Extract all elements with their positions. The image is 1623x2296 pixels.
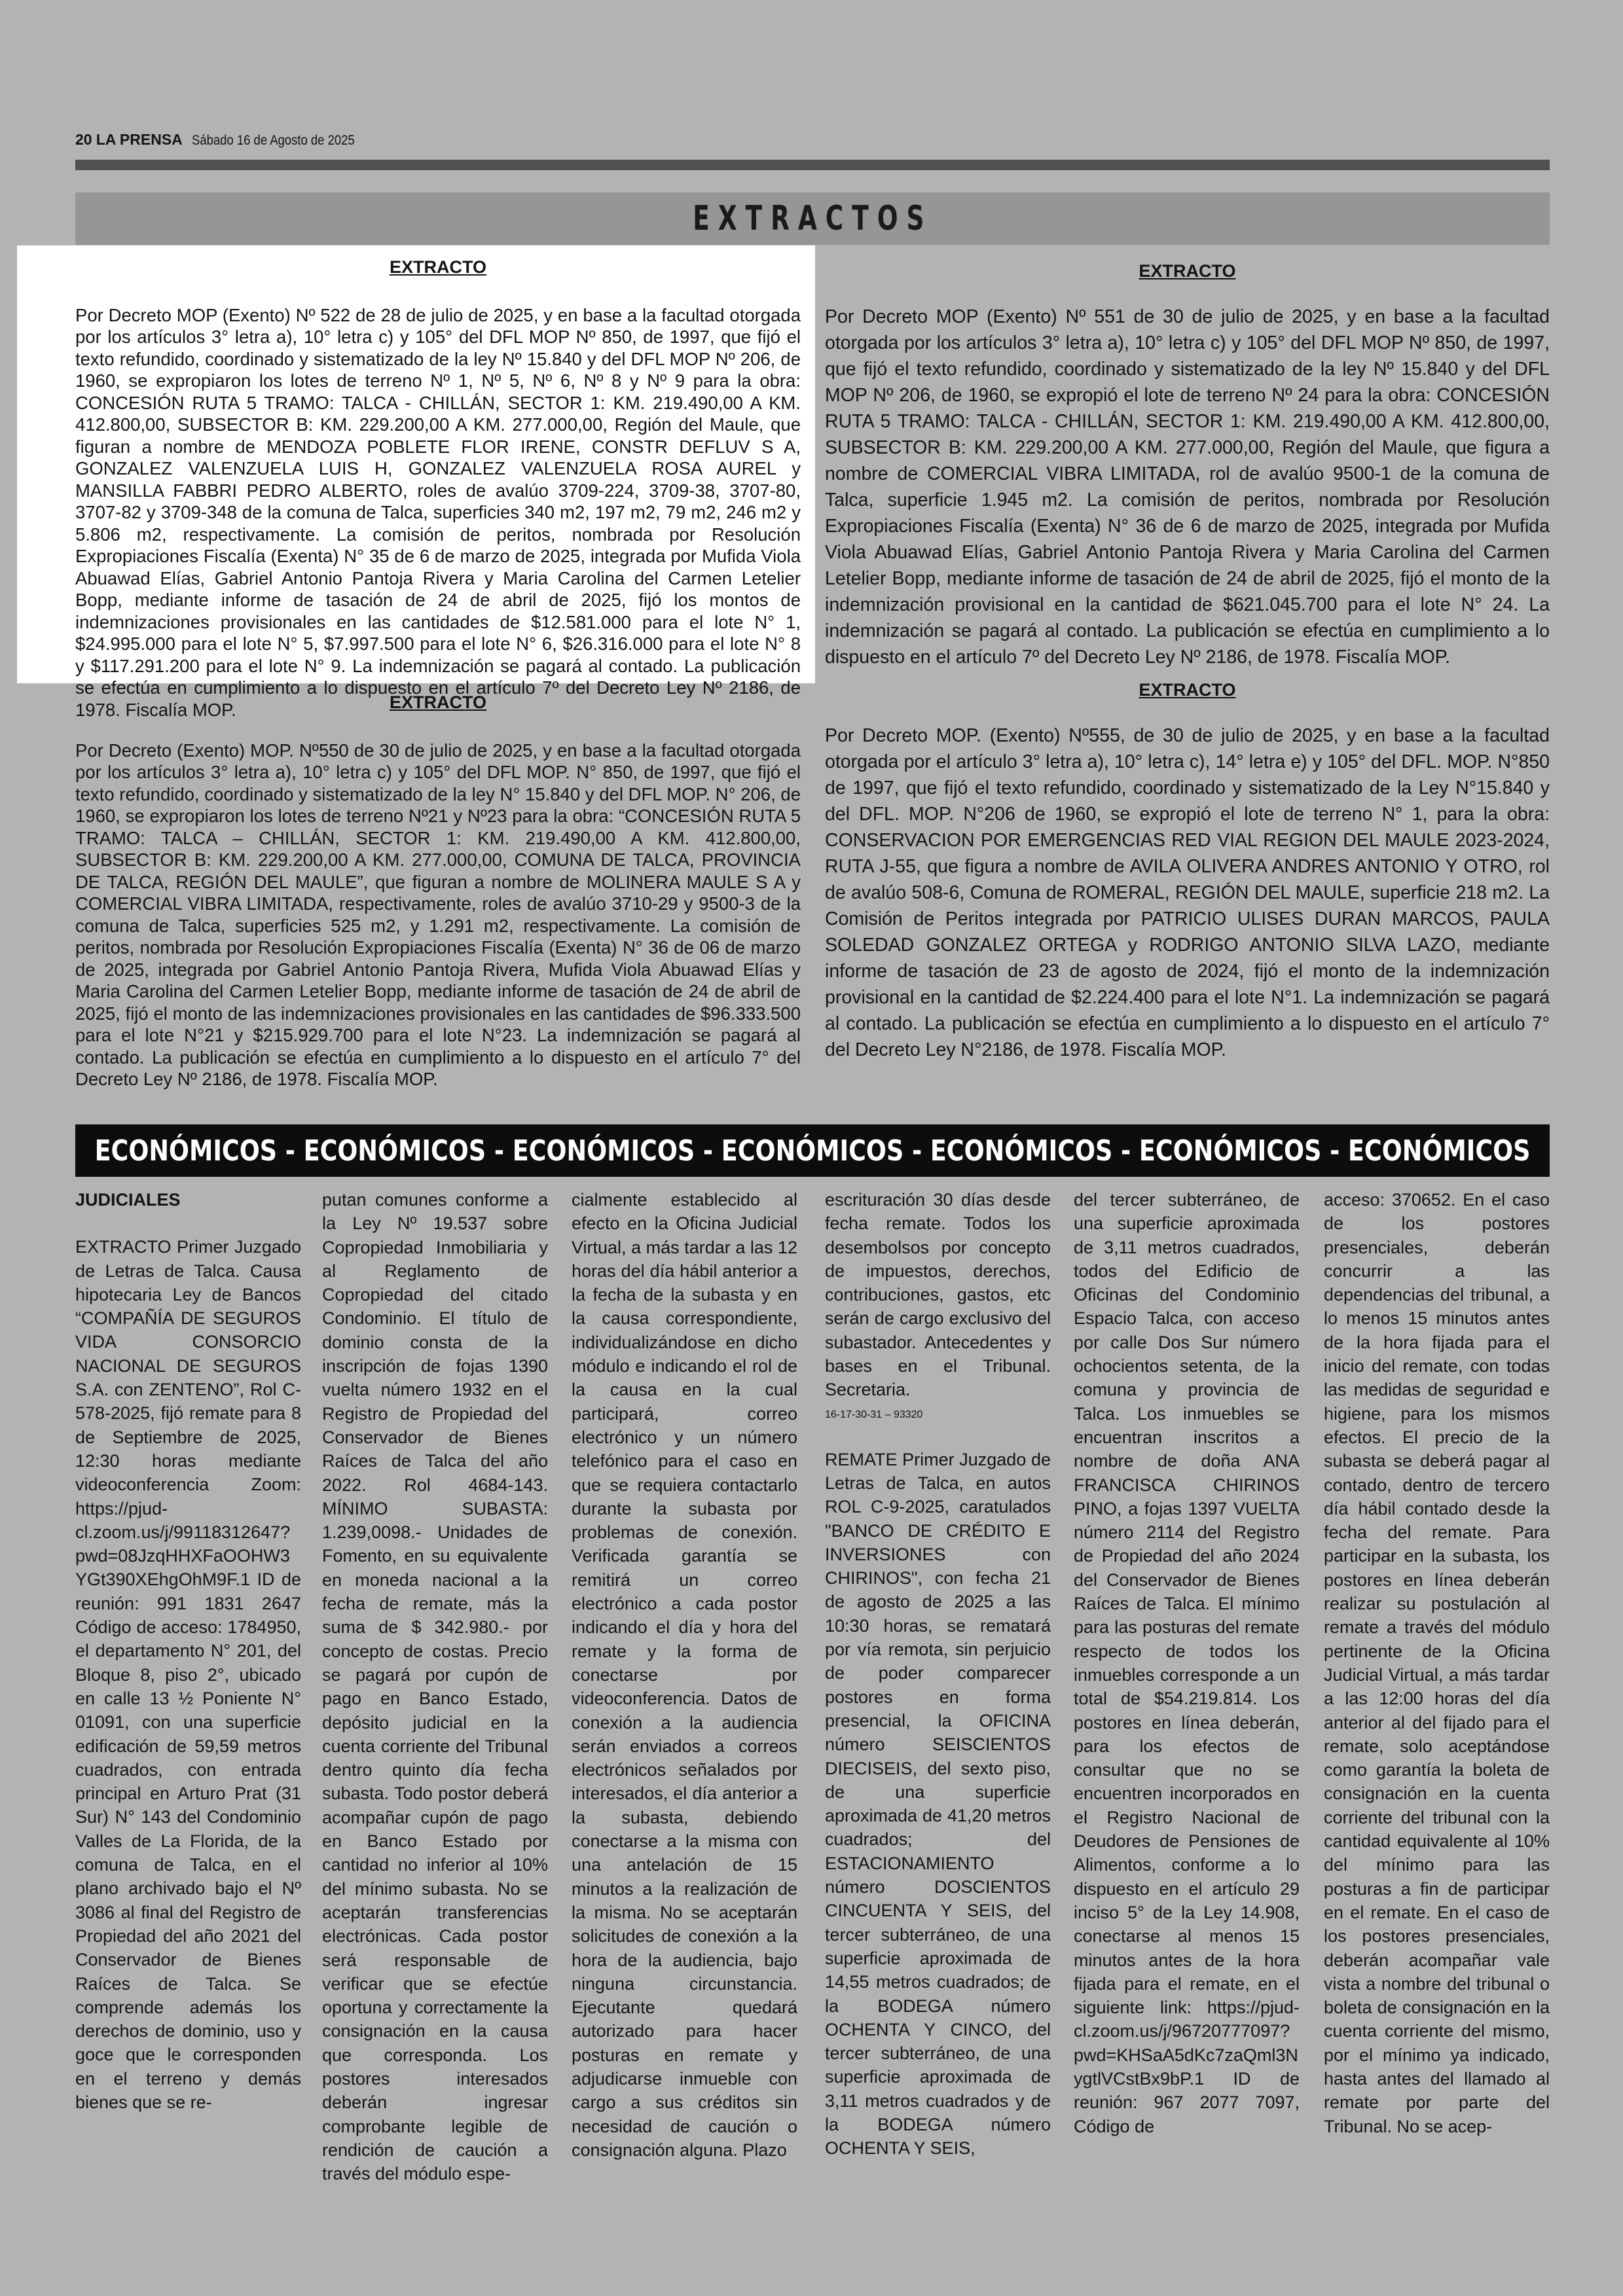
issue-date: Sábado 16 de Agosto de 2025 (191, 133, 355, 148)
section-title: EXTRACTOS (692, 199, 933, 238)
classified-text: putan comunes conforme a la Ley Nº 19.537 sobre Copropiedad Inmobiliaria y al Reglamento de Copropiedad del citado Condominio. El título de dominio consta de la inscripción de fojas 1390 vuelta número 1932 en el Registro de Propiedad del Conservador de Bienes Raíces de Talca del año 2022. Rol 4684-143. MÍNIMO SUBASTA: 1.239,0098.- Unidades de Fomento, en su equivalente en moneda nacional a la fecha de remate, más la suma de $ 342.980.- por concepto de costas. Precio se pagará por cupón de pago en Banco Estado, depósito judicial en la cuenta corriente del Tribunal dentro quinto día fecha subasta. Todo postor deberá acompañar cupón de pago en Banco Estado por cantidad no inferior al 10% del mínimo subasta. No se aceptarán transferencias electrónicas. Cada postor será responsable de verificar que se efectúe oportuna y correctamente la consignación en la causa que corresponda. Los postores interesados deberán ingresar comprobante legible de rendición de caución a través del módulo espe- (322, 1190, 548, 2184)
extracto-text: Por Decreto MOP (Exento) Nº 522 de 28 de julio de 2025, y en base a la facultad otorgada por los artículos 3° letra a), 10° letra c) y 105° del DFL MOP Nº 850, de 1997, que fijó el texto refundido, coordinado y sistematizado de la ley Nº 15.840 y del DFL MOP Nº 206, de 1960, se expropiaron los lotes de terreno Nº 1, Nº 5, Nº 6, Nº 8 y Nº 9 para la obra: CONCESIÓN RUTA 5 TRAMO: TALCA - CHILLÁN, SECTOR 1: KM. 219.490,00 A KM. 412.800,00, SUBSECTOR B: KM. 229.200,00 A KM. 277.000,00, Región del Maule, que figuran a nombre de MENDOZA POBLETE FLOR IRENE, CONSTR DEFLUV S A, GONZALEZ VALENZUELA LUIS H, GONZALEZ VALENZUELA ROSA AUREL y MANSILLA FABBRI PEDRO ALBERTO, roles de avalúo 3709-224, 3709-38, 3707-80, 3707-82 y 3709-348 de la comuna de Talca, superficies 340 m2, 197 m2, 79 m2, 246 m2 y 5.806 m2, respectivamente. La comisión de peritos, nombrada por Resolución Expropiaciones Fiscalía (Exenta) N° 35 de 6 de marzo de 2025, integrada por Mufida Viola Abuawad Elías, Gabriel Antonio Pantoja Rivera y Maria Carolina del Carmen Letelier Bopp, mediante informe de tasación de 24 de abril de 2025, fijó los montos de indemnizaciones provisionales en las cantidades de $12.581.000 para el lote N° 1, $24.995.000 para el lote N° 5, $7.997.500 para el lote N° 6, $26.316.000 para el lote N° 8 y $117.291.200 para el lote N° 9. La indemnización se pagará al contado. La publicación se efectúa en cumplimiento a lo dispuesto en el artículo 7º del Decreto Ley Nº 2186, de 1978. Fiscalía MOP. (75, 304, 801, 720)
extracto-text: Por Decreto MOP (Exento) Nº 551 de 30 de julio de 2025, y en base a la facultad otorgada por los artículos 3° letra a), 10° letra c) y 105° del DFL MOP Nº 850, de 1997, que fijó el texto refundido, coordinado y sistematizado de la ley Nº 15.840 y del DFL MOP Nº 206, de 1960, se expropió el lote de terreno Nº 24 para la obra: CONCESIÓN RUTA 5 TRAMO: TALCA - CHILLÁN, SECTOR 1: KM. 219.490,00 A KM. 412.800,00, SUBSECTOR B: KM. 229.200,00 A KM. 277.000,00, Región del Maule, que figura a nombre de COMERCIAL VIBRA LIMITADA, rol de avalúo 9500-1 de la comuna de Talca, superficie 1.945 m2. La comisión de peritos, nombrada por Resolución Expropiaciones Fiscalía (Exenta) N° 36 de 6 de marzo de 2025, integrada por Mufida Viola Abuawad Elías, Gabriel Antonio Pantoja Rivera y Maria Carolina del Carmen Letelier Bopp, mediante informe de tasación de 24 de abril de 2025, fijó el monto de la indemnización provisional en la cantidad de $621.045.700 para el lote N° 24. La indemnización se pagará al contado. La publicación se efectúa en cumplimiento a lo dispuesto en el artículo 7º del Decreto Ley Nº 2186, de 1978. Fiscalía MOP. (825, 306, 1550, 668)
extracto-heading: EXTRACTO (389, 257, 486, 277)
section-bar (75, 192, 1550, 245)
classified-column-6 (1324, 1188, 1550, 2138)
ad-code: 16-17-30-31 – 93320 (825, 1408, 923, 1420)
extracto-heading: EXTRACTO (389, 692, 486, 712)
extracto-heading: EXTRACTO (1139, 680, 1236, 700)
classified-column-1 (75, 1188, 301, 2114)
economicos-banner (75, 1124, 1550, 1177)
page-number: 20 (75, 131, 92, 148)
paper-name: LA PRENSA (96, 131, 183, 148)
classified-text: EXTRACTO Primer Juzgado de Letras de Talca. Causa hipotecaria Ley de Bancos “COMPAÑÍA DE SEGUROS VIDA CONSORCIO NACIONAL DE SEGUROS S.A. con ZENTENO”, Rol C-578-2025, fijó remate para 8 de Septiembre de 2025, 12:30 horas mediante videoconferencia Zoom: https://pjud-cl.zoom.us/j/99118312647?pwd=08JzqHHXFaOOHW3YGt390XEhgOhM9F.1 ID de reunión: 991 1831 2647 Código de acceso: 1784950, el departamento N° 201, del Bloque 8, piso 2°, ubicado en calle 13 ½ Poniente N° 01091, con una superficie edificación de 59,59 metros cuadrados, con entrada principal en Arturo Prat (31 Sur) N° 143 del Condominio Valles de La Florida, de la comuna de Talca, en el plano archivado bajo el Nº 3086 al final del Registro de Propiedad del año 2021 del Conservador de Bienes Raíces de Talca. Se comprende además los derechos de dominio, uso y goce que le corresponden en el terreno y demás bienes que se re- (75, 1237, 301, 2112)
extracto-4 (825, 677, 1550, 1063)
extracto-3 (825, 258, 1550, 670)
extracto-text: Por Decreto (Exento) MOP. Nº550 de 30 de julio de 2025, y en base a la facultad otorgada por los artículos 3° letra a), 10° letra c) y 105° del DFL MOP. N° 850, de 1997, que fijó el texto refundido, coordinado y sistematizado de la ley N° 15.840 y del DFL MOP. N° 206, de 1960, se expropiaron los lotes de terreno Nº21 y Nº23 para la obra: “CONCESIÓN RUTA 5 TRAMO: TALCA – CHILLÁN, SECTOR 1: KM. 219.490,00 A KM. 412.800,00, SUBSECTOR B: KM. 229.200,00 A KM. 277.000,00, COMUNA DE TALCA, PROVINCIA DE TALCA, REGIÓN DEL MAULE”, que figuran a nombre de MOLINERA MAULE S A y COMERCIAL VIBRA LIMITADA, respectivamente, roles de avalúo 3710-29 y 9500-3 de la comuna de Talca, superficies 525 m2, y 1.291 m2, respectivamente. La comisión de peritos, nombrada por Resolución Expropiaciones Fiscalía (Exenta) N° 36 de 06 de marzo de 2025, integrada por Gabriel Antonio Pantoja Rivera, Mufida Viola Abuawad Elías y Maria Carolina del Carmen Letelier Bopp, mediante informe de tasación de 24 de abril de 2025, fijó el monto de las indemnizaciones provisionales en las cantidades de $96.333.500 para el lote N°21 y $215.929.700 para el lote N°23. La indemnización se pagará al contado. La publicación se efectúa en cumplimiento a lo dispuesto en el artículo 7° del Decreto Ley Nº 2186, de 1978. Fiscalía MOP. (75, 740, 801, 1089)
category-heading: JUDICIALES (75, 1190, 181, 1210)
economicos-banner-text: ECONÓMICOS - ECONÓMICOS - ECONÓMICOS - ECONÓMICOS - ECONÓMICOS - ECONÓMICOS - ECONÓMICOS (94, 1134, 1531, 1168)
classified-text: del tercer subterráneo, de una superficie aproximada de 3,11 metros cuadrados, todos del Edificio de Oficinas del Condominio Espacio Talca, con acceso por calle Dos Sur número ochocientos setenta, de la comuna y provincia de Talca. Los inmuebles se encuentran inscritos a nombre de doña ANA FRANCISCA CHIRINOS PINO, a fojas 1397 VUELTA número 2114 del Registro de Propiedad del año 2024 del Conservador de Bienes Raíces de Talca. El mínimo para las posturas del remate respecto de todos los inmuebles corresponde a un total de $54.219.814. Los postores en línea deberán, para los efectos de consultar que no se encuentren incorporados en el Registro Nacional de Deudores de Pensiones de Alimentos, conforme a lo dispuesto en el artículo 29 inciso 5° de la Ley 14.908, conectarse al menos 15 minutos antes de la hora fijada para el remate, en el siguiente link: https://pjud- cl.zoom.us/j/96720777097?pwd=KHSaA5dKc7zaQml3NygtlVCstBx9bP.1 ID de reunión: 967 2077 7097, Código de (1074, 1190, 1300, 2136)
extracto-1 (75, 257, 801, 721)
classified-column-4 (825, 1188, 1051, 2161)
classified-column-2 (322, 1188, 548, 2185)
classified-column-5 (1074, 1188, 1300, 2138)
classified-text: acceso: 370652. En el caso de los postores presenciales, deberán concurrir a las dependencias del tribunal, a lo menos 15 minutos antes de la hora fijada para el inicio del remate, con todas las medidas de seguridad e higiene, para los mismos efectos. El precio de la subasta se deberá pagar al contado, dentro de tercero día hábil contado desde la fecha del remate. Para participar en la subasta, los postores en línea deberán realizar su postulación al remate a través del módulo pertinente de la Oficina Judicial Virtual, a más tardar a las 12:00 horas del día anterior al del fijado para el remate, solo aceptándose como garantía la boleta de consignación en la cuenta corriente del tribunal con la cantidad equivalente al 10% del mínimo para las posturas a fin de participar en el remate. En el caso de los postores presenciales, deberán acompañar vale vista a nombre del tribunal o boleta de consignación en la cuenta corriente del mismo, por el mínimo ya indicado, hasta antes del llamado al remate por parte del Tribunal. No se acep- (1324, 1190, 1550, 2136)
extracto-text: Por Decreto MOP. (Exento) Nº555, de 30 de julio de 2025, y en base a la facultad otorgada por el artículo 3° letra a), 10° letra c), 14° letra e) y 105° del DFL. MOP. N°850 de 1997, que fijó el texto refundido, coordinado y sistematizado de la Ley N°15.840 y del DFL. MOP. N°206 de 1960, se expropió el lote de terreno N° 1, para la obra: CONSERVACION POR EMERGENCIAS RED VIAL REGION DEL MAULE 2023-2024, RUTA J-55, que figura a nombre de AVILA OLIVERA ANDRES ANTONIO Y OTRO, rol de avalúo 508-6, Comuna de ROMERAL, REGIÓN DEL MAULE, superficie 218 m2. La Comisión de Peritos integrada por PATRICIO ULISES DURAN MARCOS, PAULA SOLEDAD GONZALEZ ORTEGA y RODRIGO ANTONIO SILVA LAZO, mediante informe de tasación de 23 de agosto de 2024, fijó el monto de la indemnización provisional en la cantidad de $2.224.400 para el lote N°1. La indemnización se pagará al contado. La publicación se efectúa en cumplimiento a lo dispuesto en el artículo 7° del Decreto Ley N°2186, de 1978. Fiscalía MOP. (825, 725, 1550, 1060)
extracto-heading: EXTRACTO (1139, 261, 1236, 281)
page-header (75, 131, 377, 149)
classified-column-3 (572, 1188, 797, 2162)
classified-text: cialmente establecido al efecto en la Oficina Judicial Virtual, a más tardar a las 12 horas del día hábil anterior a la fecha de la subasta y en la causa correspondiente, individualizándose en dicho módulo e indicando el rol de la causa en la cual participará, correo electrónico y un número telefónico para el caso en que se requiera contactarlo durante la subasta por problemas de conexión. Verificada garantía se remitirá un correo electrónico a cada postor indicando el día y hora del remate y la forma de conectarse por videoconferencia. Datos de conexión a la audiencia serán enviados a correos electrónicos señalados por interesados, el día anterior a la subasta, debiendo conectarse a la misma con una antelación de 15 minutos a la realización de la misma. No se aceptarán solicitudes de conexión a la hora de la audiencia, bajo ninguna circunstancia. Ejecutante quedará autorizado para hacer posturas en remate y adjudicarse inmueble con cargo a sus créditos sin necesidad de caución o consignación alguna. Plazo (572, 1190, 797, 2160)
extracto-2 (75, 692, 801, 1090)
classified-text: REMATE Primer Juzgado de Letras de Talca, en autos ROL C-9-2025, caratulados "BANCO DE CRÉDITO E INVERSIONES con CHIRINOS", con fecha 21 de agosto de 2025 a las 10:30 horas, se rematará por vía remota, sin perjuicio de poder comparecer postores en forma presencial, la OFICINA número SEISCIENTOS DIECISEIS, del sexto piso, de una superficie aproximada de 41,20 metros cuadrados; del ESTACIONAMIENTO número DOSCIENTOS CINCUENTA Y SEIS, del tercer subterráneo, de una superficie aproximada de 14,55 metros cuadrados; de la BODEGA número OCHENTA Y CINCO, del tercer subterráneo, de una superficie aproximada de 3,11 metros cuadrados y de la BODEGA número OCHENTA Y SEIS, (825, 1449, 1051, 2159)
header-rule (75, 160, 1550, 170)
classified-text: escrituración 30 días desde fecha remate. Todos los desembolsos por concepto de impuestos, derechos, contribuciones, gastos, etc serán de cargo exclusivo del subastador. Antecedentes y bases en el Tribunal. Secretaria. (825, 1190, 1051, 1400)
